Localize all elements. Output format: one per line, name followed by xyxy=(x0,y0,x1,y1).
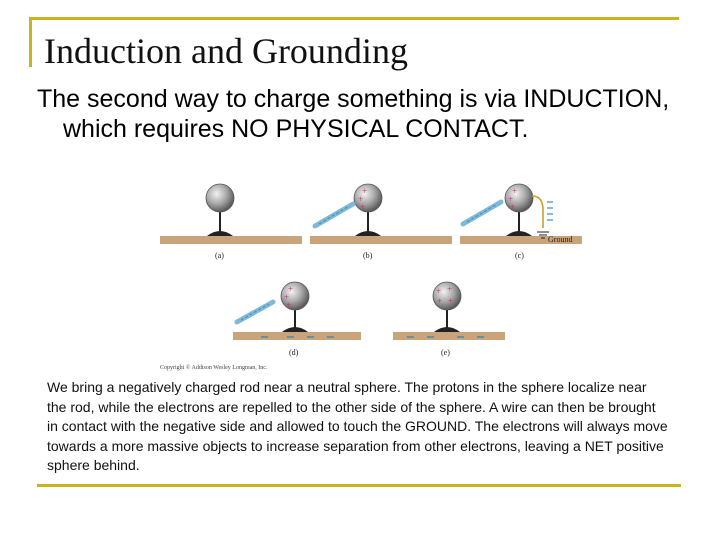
svg-text:+: + xyxy=(360,202,366,212)
svg-text:+: + xyxy=(510,202,516,212)
frame-left-line xyxy=(29,17,32,67)
svg-text:+: + xyxy=(284,292,290,302)
panel-d xyxy=(160,282,361,371)
panel-label-e: (e) xyxy=(441,348,450,357)
svg-text:+: + xyxy=(508,194,514,204)
ground-wire xyxy=(532,196,543,228)
svg-text:+: + xyxy=(448,296,454,306)
frame-top-line xyxy=(29,17,679,20)
frame-bottom-line xyxy=(37,484,681,487)
svg-text:+: + xyxy=(362,186,368,196)
svg-text:+: + xyxy=(436,286,442,296)
panel-label-a: (a) xyxy=(215,251,224,260)
copyright-text: Copyright © Addison Wesley Longman, Inc. xyxy=(160,365,268,371)
panel-label-b: (b) xyxy=(363,251,373,260)
svg-text:+: + xyxy=(286,300,292,310)
panel-e xyxy=(393,282,505,357)
svg-text:+: + xyxy=(437,296,443,306)
induction-figure xyxy=(155,180,585,372)
svg-text:+: + xyxy=(447,284,453,294)
panel-a xyxy=(160,184,302,260)
caption-text: We bring a negatively charged rod near a neutral sphere. The protons in the sphere localize near the rod, while the electrons are repelled to the other side of the sphere. A wire can then be brought in contact with the negative side and allowed to touch the GROUND. The electrons will always move towards a more massive objects to increase separation from other electrons, leaving a NET positive sphere behind. xyxy=(47,379,668,473)
charged-rod-c xyxy=(463,202,501,224)
svg-text:+: + xyxy=(358,194,364,204)
intro-text: The second way to charge something is via INDUCTION, which requires NO PHYSICAL CONTACT. xyxy=(37,85,670,143)
panel-c xyxy=(460,184,582,260)
svg-text:+: + xyxy=(512,186,518,196)
panel-label-c: (c) xyxy=(515,251,524,260)
ground-label: Ground xyxy=(548,235,573,244)
svg-text:+: + xyxy=(288,284,294,294)
charged-rod-b xyxy=(315,204,353,226)
panel-label-d: (d) xyxy=(289,348,299,357)
panel-b xyxy=(310,184,452,260)
slide-title: Induction and Grounding xyxy=(44,31,408,71)
charged-rod-d xyxy=(237,302,273,322)
